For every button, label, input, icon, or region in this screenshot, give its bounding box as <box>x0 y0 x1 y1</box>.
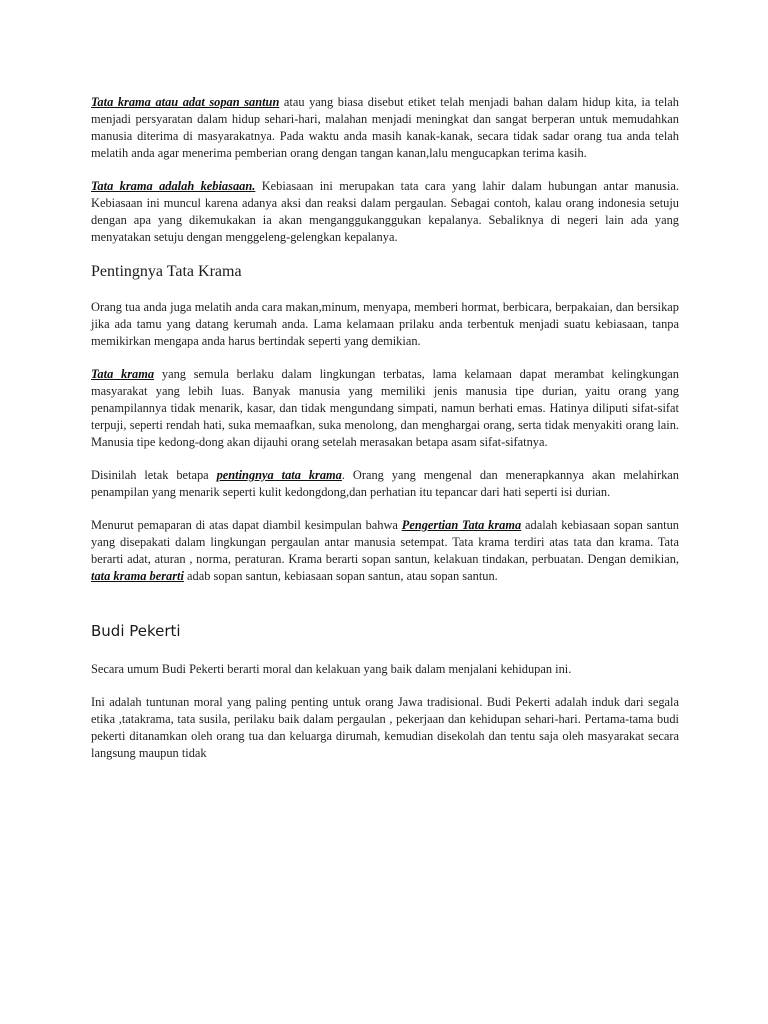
paragraph-3: Orang tua anda juga melatih anda cara makan,minum, menyapa, memberi hormat, berbicara, berpakaian, dan bersikap jika ada tamu yang datang kerumah anda. Lama kelamaan prilaku anda terbentuk menjadi suatu kebiasaan, tanpa memikirkan mengapa anda harus bertindak seperti yang demikian. <box>91 300 679 348</box>
emphasis-term: Tata krama atau adat sopan santun <box>91 95 280 109</box>
paragraph-5 <box>91 467 679 501</box>
paragraph-text: Kebiasaan ini merupakan tata cara yang lahir dalam hubungan antar manusia. Kebiasaan ini muncul karena adanya aksi dan reaksi dalam pergaulan. Sebagai contoh, kalau orang indonesia setuju dengan apa yang dikemukakan ia akan menganggukanggukan kepalanya. Sebaliknya di negeri lain ada yang menyatakan setuju dengan menggeleng-gelengkan kepalanya. <box>91 179 679 244</box>
section-heading-budi-pekerti: Budi Pekerti <box>91 622 181 640</box>
paragraph-text: Menurut pemaparan di atas dapat diambil kesimpulan bahwa <box>91 518 402 532</box>
paragraph-text: atau yang biasa disebut etiket telah menjadi bahan dalam hidup kita, ia telah menjadi persyaratan dalam hidup sehari-hari, malahan menjadi meningkat dan sangat berperan untuk memudahkan manusia diterima di masyarakatnya. Pada waktu anda masih kanak-kanak, secara tidak sadar orang tua anda telah melatih anda agar menerima pemberian orang dengan tangan kanan,lalu mengucapkan terima kasih. <box>91 95 680 160</box>
paragraph-text: Disinilah letak betapa <box>91 468 217 482</box>
document-body <box>91 94 679 762</box>
paragraph-4 <box>91 366 679 451</box>
emphasis-term: tata krama berarti <box>91 569 184 583</box>
paragraph-text: . Orang yang mengenal dan menerapkannya akan melahirkan penampilan yang menarik seperti kulit kedongdong,dan perhatian itu tepancar dari hati seperti isi durian. <box>91 468 679 499</box>
emphasis-term: pentingnya tata krama <box>216 468 342 482</box>
emphasis-dot: . <box>252 179 256 193</box>
emphasis-term: Tata krama adalah kebiasaan <box>91 179 253 193</box>
paragraph-1 <box>91 94 679 162</box>
paragraph-7: Secara umum Budi Pekerti berarti moral dan kelakuan yang baik dalam menjalani kehidupan ini. <box>91 662 572 676</box>
section-heading-pentingnya: Pentingnya Tata Krama <box>91 263 242 280</box>
emphasis-term: Pengertian Tata krama <box>401 518 522 532</box>
paragraph-8: Ini adalah tuntunan moral yang paling penting untuk orang Jawa tradisional. Budi Pekerti adalah induk dari segala etika ,tatakrama, tata susila, perilaku baik dalam pergaulan , pekerjaan dan kehidupan sehari-hari. Pertama-tama budi pekerti ditanamkan oleh orang tua dan keluarga dirumah, kemudian disekolah dan tentu saja oleh masyarakat secara langsung maupun tidak <box>91 695 679 760</box>
paragraph-2 <box>91 178 679 246</box>
paragraph-text: adalah kebiasaan sopan santun yang disepakati dalam lingkungan pergaulan antar manusia setempat. Tata krama terdiri atas tata dan krama. Tata berarti adat, aturan , norma, peraturan. Krama berarti sopan santun, kelakuan tindakan, perbuatan. Dengan demikian, <box>91 518 679 566</box>
emphasis-term: Tata krama <box>91 367 155 381</box>
paragraph-6 <box>91 517 679 585</box>
paragraph-text: adab sopan santun, kebiasaan sopan santun, atau sopan santun. <box>183 569 498 583</box>
paragraph-text: yang semula berlaku dalam lingkungan terbatas, lama kelamaan dapat merambat kelingkungan masyarakat yang lebih luas. Banyak manusia yang memiliki jenis manusia tipe durian, yaitu orang yang penampilannya tidak menarik, kasar, dan tidak mengundang simpati, namun berhati emas. Hatinya diliputi sifat-sifat terpuji, seperti rendah hati, suka memaafkan, suka menolong, dan menghargai orang, serta tidak menyakiti orang lain. Manusia tipe kedong-dong akan dijauhi orang setelah merasakan betapa asam sifat-sifatnya. <box>91 367 679 449</box>
